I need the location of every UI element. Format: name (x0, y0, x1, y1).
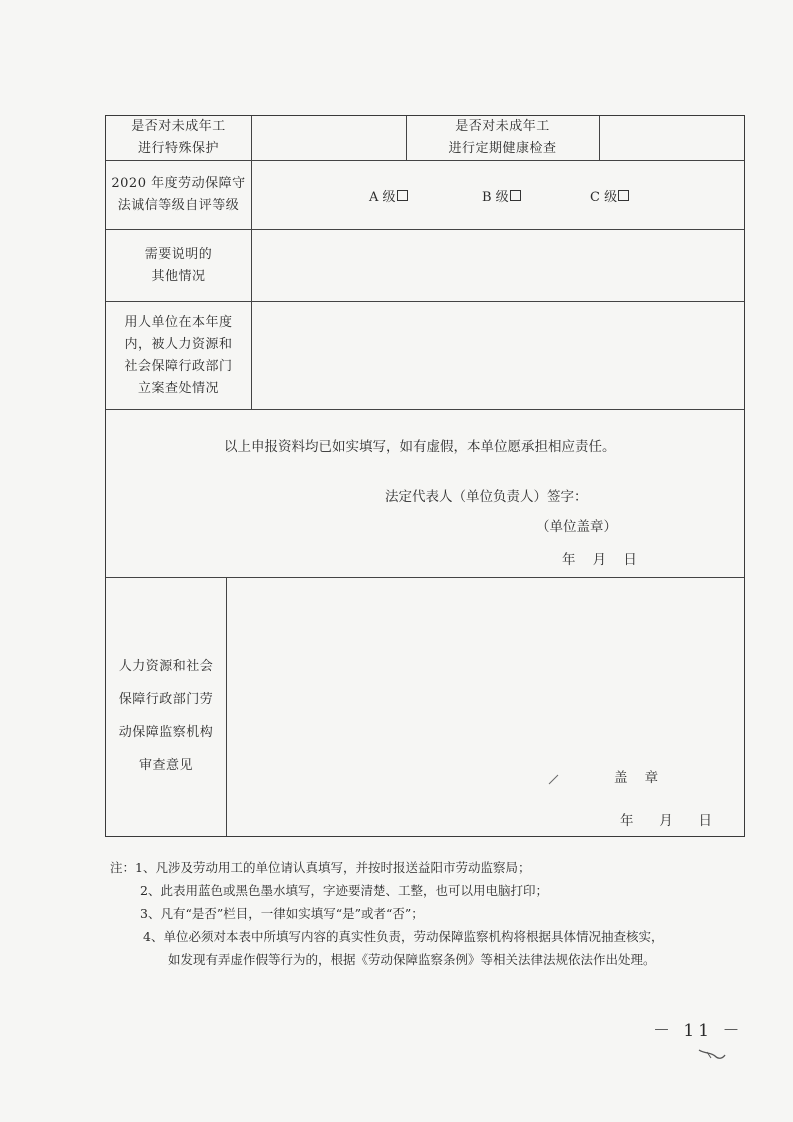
integrity-grade-row (106, 160, 744, 229)
declaration-statement: 以上申报资料均已如实填写，如有虚假，本单位愿承担相应责任。 (224, 439, 616, 455)
special-protection-label-cell (106, 116, 251, 160)
grade-c-checkbox[interactable] (618, 190, 629, 201)
minor-worker-row (106, 116, 744, 160)
declaration-row (106, 409, 744, 577)
special-protection-value-cell[interactable] (251, 116, 406, 160)
pen-mark (547, 772, 561, 786)
legal-representative-signature-label: 法定代表人（单位负责人）签字： (385, 489, 588, 505)
note-4: 4、单位必须对本表中所填写内容的真实性负责，劳动保障监察机构将根据具体情况抽查核实， (143, 929, 664, 944)
annual-report-form-table (105, 115, 745, 837)
other-notes-row (106, 229, 744, 301)
review-label-line: 人力资源和社会 (118, 659, 214, 674)
grade-b-option[interactable] (482, 161, 521, 229)
review-seal-label: 盖 章 (614, 770, 659, 786)
health-check-value-cell[interactable] (599, 116, 744, 160)
note-2: 2、此表用蓝色或黑色墨水填写，字迹要清楚、工整，也可以用电脑打印； (140, 883, 548, 898)
special-protection-label: 是否对未成年工 进行特殊保护 (131, 119, 226, 156)
page-number: － 11 － (653, 1021, 744, 1041)
integrity-grade-label: 2020 年度劳动保障守 法诚信等级自评等级 (111, 176, 246, 213)
ink-scribble (697, 1046, 727, 1062)
health-check-label: 是否对未成年工 进行定期健康检查 (448, 119, 557, 156)
grade-a-option[interactable] (369, 161, 408, 229)
review-label-line: 保障行政部门劳 (118, 692, 214, 707)
unit-seal-label: （单位盖章） (536, 519, 617, 535)
grade-b-label: B 级 (482, 189, 509, 205)
grade-a-checkbox[interactable] (397, 190, 408, 201)
investigation-value-cell[interactable] (251, 302, 744, 409)
note-5: 如发现有弄虚作假等行为的，根据《劳动保障监察条例》等相关法律法规依法作出处理。 (168, 952, 656, 967)
integrity-grade-label-cell (106, 161, 251, 229)
other-notes-label-cell (106, 230, 251, 301)
investigation-label-cell (106, 302, 251, 409)
investigation-label: 用人单位在本年度 内，被人力资源和 社会保障行政部门 立案查处情况 (124, 314, 233, 396)
note-1: 注：1、凡涉及劳动用工的单位请认真填写，并按时报送益阳市劳动监察局； (110, 860, 531, 875)
grade-a-label: A 级 (369, 189, 396, 205)
note-3: 3、凡有“是否”栏目，一律如实填写“是”或者“否”； (140, 906, 424, 921)
review-label-line: 审查意见 (138, 758, 193, 773)
grade-b-checkbox[interactable] (510, 190, 521, 201)
other-notes-label: 需要说明的 其他情况 (144, 246, 213, 284)
other-notes-value-cell[interactable] (251, 230, 744, 301)
review-label-line: 动保障监察机构 (118, 725, 214, 740)
review-row (106, 577, 744, 836)
health-check-label-cell (406, 116, 599, 160)
investigation-row (106, 301, 744, 409)
declaration-date: 年 月 日 (562, 552, 637, 568)
review-date: 年 月 日 (620, 813, 712, 829)
review-opinion-value-cell[interactable] (226, 578, 744, 836)
grade-c-label: C 级 (590, 189, 618, 205)
column-divider (251, 161, 252, 229)
review-label (106, 650, 226, 782)
grade-c-option[interactable] (590, 161, 629, 229)
